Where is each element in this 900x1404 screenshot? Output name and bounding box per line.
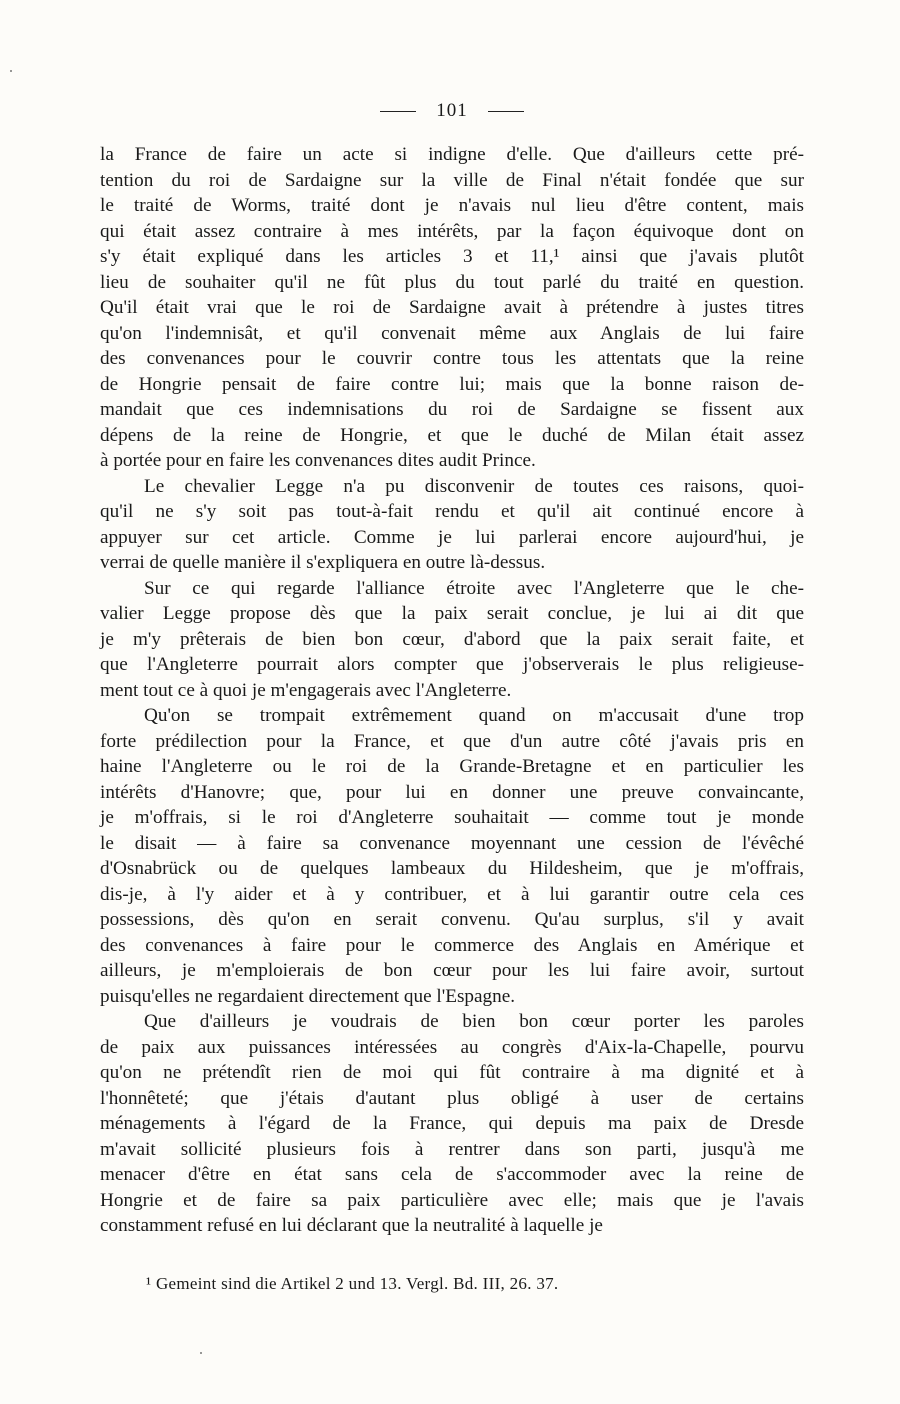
paragraph — [100, 474, 804, 576]
paragraph — [100, 576, 804, 704]
text-line: Sur ce qui regarde l'alliance étroite avec l'Angleterre que le che- — [144, 577, 804, 599]
text-line: tention du roi de Sardaigne sur la ville de Final n'était fondée que sur — [100, 169, 804, 191]
text-line: que l'Angleterre pourrait alors compter que j'observerais le plus religieuse- — [100, 654, 804, 675]
text-line: constamment refusé en lui déclarant que la neutralité à laquelle je — [100, 1215, 603, 1236]
text-line: dépens de la reine de Hongrie, et que le duché de Milan était assez — [100, 424, 804, 446]
text-line: verrai de quelle manière il s'expliquera en outre là-dessus. — [100, 552, 546, 573]
text-line: je m'y prêterais de bien bon cœur, d'abord que la paix serait faite, et — [100, 628, 804, 650]
text-line: le disait — à faire sa convenance moyennant une cession de l'évêché — [100, 832, 804, 854]
text-line: d'Osnabrück ou de quelques lambeaux du Hildesheim, que je m'offrais, — [100, 858, 804, 879]
text-line: des convenances pour le couvrir contre tous les attentats que la reine — [100, 348, 804, 369]
text-line: m'avait sollicité plusieurs fois à rentrer dans son parti, jusqu'à me — [100, 1138, 804, 1160]
text-line: je m'offrais, si le roi d'Angleterre souhaitait — comme tout je monde — [100, 807, 804, 828]
text-line: possessions, dès qu'on en serait convenu. Qu'au surplus, s'il y avait — [100, 909, 804, 930]
text-line: Qu'il était vrai que le roi de Sardaigne avait à prétendre à justes titres — [100, 297, 804, 318]
text-line: qu'on ne prétendît rien de moi qui fût contraire à ma dignité et à — [100, 1062, 804, 1083]
text-line: intérêts d'Hanovre; que, pour lui en donner une preuve convaincante, — [100, 781, 804, 803]
footnote: ¹ Gemeint sind die Artikel 2 und 13. Vergl. Bd. III, 26. 37. — [146, 1274, 559, 1293]
text-line: le traité de Worms, traité dont je n'avais nul lieu d'être content, mais — [100, 195, 804, 216]
text-line: ment tout ce à quoi je m'engagerais avec l'Angleterre. — [100, 679, 512, 701]
text-line: valier Legge propose dès que la paix serait conclue, je lui ai dit que — [100, 603, 804, 624]
text-line: mandait que ces indemnisations du roi de Sardaigne se fissent aux — [100, 399, 804, 420]
text-line: de paix aux puissances intéressées au congrès d'Aix-la-Chapelle, pourvu — [100, 1036, 804, 1058]
text-line: menacer d'être en état sans cela de s'accommoder avec la reine de — [100, 1164, 804, 1185]
header-rule-right — [488, 111, 524, 112]
text-line: qui était assez contraire à mes intérêts, par la façon équivoque dont on — [100, 220, 804, 242]
text-line: forte prédilection pour la France, et que d'un autre côté j'avais pris en — [100, 730, 804, 752]
paragraph — [100, 703, 804, 1009]
text-line: Hongrie et de faire sa paix particulière avec elle; mais que je l'avais — [100, 1189, 804, 1211]
text-line: des convenances à faire pour le commerce des Anglais en Amérique et — [100, 934, 804, 956]
text-line: ailleurs, je m'emploierais de bon cœur pour les lui faire avoir, surtout — [100, 960, 804, 981]
text-line: s'y était expliqué dans les articles 3 et 11,¹ ainsi que j'avais plutôt — [100, 246, 804, 267]
page-body — [100, 100, 804, 1239]
text-line: puisqu'elles ne regardaient directement que l'Espagne. — [100, 985, 516, 1007]
page-number: 101 — [436, 100, 468, 121]
main-text — [100, 142, 804, 1239]
paragraph — [100, 142, 804, 474]
text-line: Qu'on se trompait extrêmement quand on m'accusait d'une trop — [144, 705, 804, 726]
text-line: de Hongrie pensait de faire contre lui; mais que la bonne raison de- — [100, 373, 804, 395]
text-line: appuyer sur cet article. Comme je lui parlerai encore aujourd'hui, je — [100, 526, 804, 548]
text-line: haine l'Angleterre ou le roi de la Grande-Bretagne et en particulier les — [100, 756, 804, 777]
text-line: Que d'ailleurs je voudrais de bien bon cœur porter les paroles — [144, 1011, 804, 1032]
scan-speck — [200, 1352, 202, 1354]
text-line: ménagements à l'égard de la France, qui depuis ma paix de Dresde — [100, 1113, 804, 1134]
text-line: l'honnêteté; que j'étais d'autant plus obligé à user de certains — [100, 1087, 804, 1109]
paragraph — [100, 1009, 804, 1239]
text-line: dis-je, à l'y aider et à y contribuer, et à lui garantir outre cela ces — [100, 883, 804, 905]
header-rule-left — [380, 111, 416, 112]
text-line: la France de faire un acte si indigne d'elle. Que d'ailleurs cette pré- — [100, 144, 804, 165]
text-line: lieu de souhaiter qu'il ne fût plus du tout parlé du traité en question. — [100, 271, 804, 293]
text-line: qu'il ne s'y soit pas tout-à-fait rendu et qu'il ait continué encore à — [100, 501, 804, 522]
text-line: à portée pour en faire les convenances dites audit Prince. — [100, 450, 536, 471]
scan-speck — [10, 70, 12, 72]
page-header — [100, 100, 804, 122]
text-line: Le chevalier Legge n'a pu disconvenir de toutes ces raisons, quoi- — [144, 475, 804, 497]
text-line: qu'on l'indemnisât, et qu'il convenait même aux Anglais de lui faire — [100, 322, 804, 344]
